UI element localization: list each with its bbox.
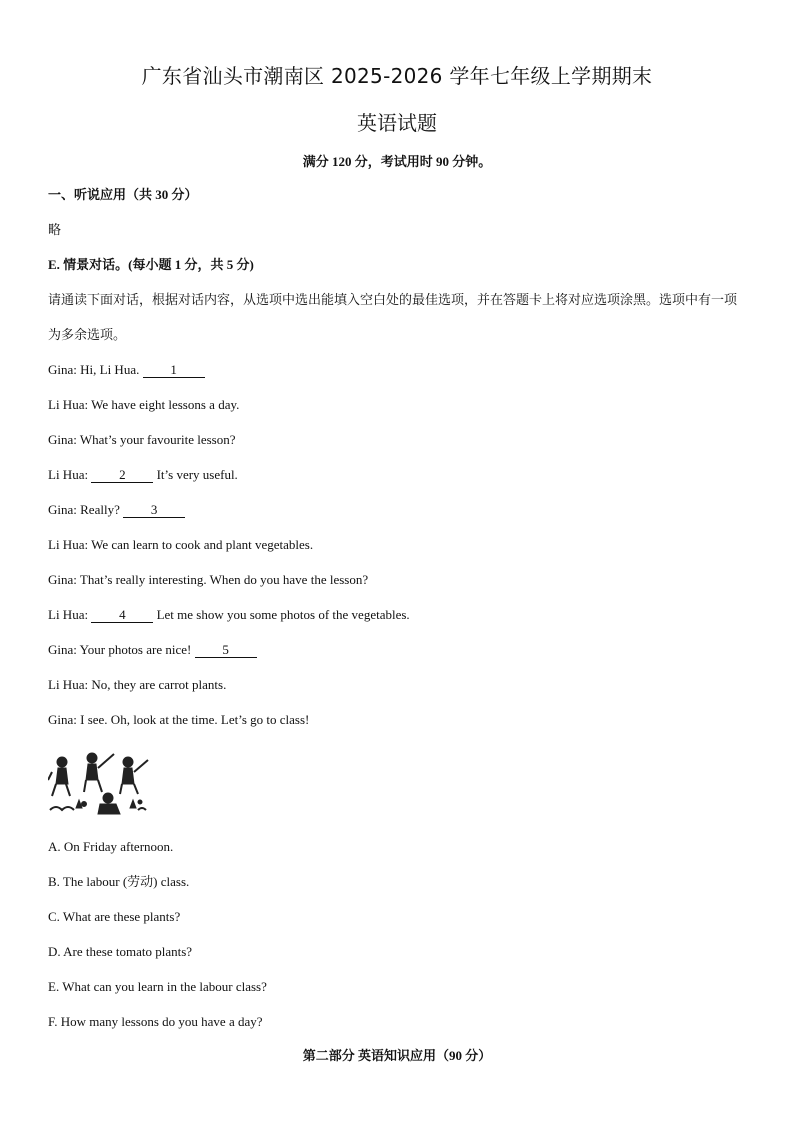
part-e-heading: E. 情景对话。(每小题 1 分，共 5 分) [48,257,254,272]
answer-blank: 4 [91,608,153,623]
dialogue-text-after: It’s very useful. [153,467,238,482]
option-e: E. What can you learn in the labour class? [48,979,267,994]
dialogue-text: Li Hua: We can learn to cook and plant vegetables. [48,537,314,552]
dialogue-line [48,396,239,414]
answer-blank: 3 [123,503,185,518]
dialogue-text: Gina: Really? [48,502,124,517]
option-b: B. The labour (劳动) class. [48,874,190,889]
dialogue-text: Li Hua: [48,607,92,622]
dialogue-text: Gina: Hi, Li Hua. [48,362,143,377]
answer-blank: 1 [143,363,205,378]
section-heading: 一、听说应用（共 30 分） [48,187,198,202]
option-c: C. What are these plants? [48,909,181,924]
dialogue-line [48,676,226,694]
gardening-kids-illustration [48,748,150,816]
dialogue-line [48,606,410,624]
dialogue-line [48,571,368,589]
option-d: D. Are these tomato plants? [48,944,193,959]
dialogue-line [48,466,238,484]
option-f: F. How many lessons do you have a day? [48,1014,263,1029]
answer-blank: 2 [91,468,153,483]
exam-note: 满分 120 分，考试用时 90 分钟。 [302,154,492,169]
dialogue-line [48,711,309,729]
dialogue-text: Li Hua: [48,467,92,482]
part-e-instructions: 请通读下面对话，根据对话内容，从选项中选出能填入空白处的最佳选项，并在答题卡上将对应选项涂黑。选项中有一项为多余选项。 [48,292,738,342]
dialogue-text: Gina: That’s really interesting. When do you have the lesson? [48,572,369,587]
dialogue-text-after: Let me show you some photos of the vegetables. [153,607,410,622]
option-a: A. On Friday afternoon. [48,839,174,854]
dialogue-text: Gina: What’s your favourite lesson? [48,432,236,447]
dialogue-line [48,361,205,379]
dialogue-line [48,501,185,519]
dialogue-text: Gina: I see. Oh, look at the time. Let’s go to class! [48,712,310,727]
dialogue-line [48,431,236,449]
exam-subtitle: 英语试题 [357,111,437,135]
dialogue-text: Gina: Your photos are nice! [48,642,195,657]
dialogue-text: Li Hua: We have eight lessons a day. [48,397,240,412]
dialogue-line [48,641,257,659]
dialogue-line [48,536,313,554]
answer-blank: 5 [195,643,257,658]
section-omitted: 略 [48,222,62,237]
part-two-heading: 第二部分 英语知识应用（90 分） [302,1048,492,1063]
dialogue-text: Li Hua: No, they are carrot plants. [48,677,227,692]
exam-title: 广东省汕头市潮南区 2025-2026 学年七年级上学期期末 [141,64,653,88]
